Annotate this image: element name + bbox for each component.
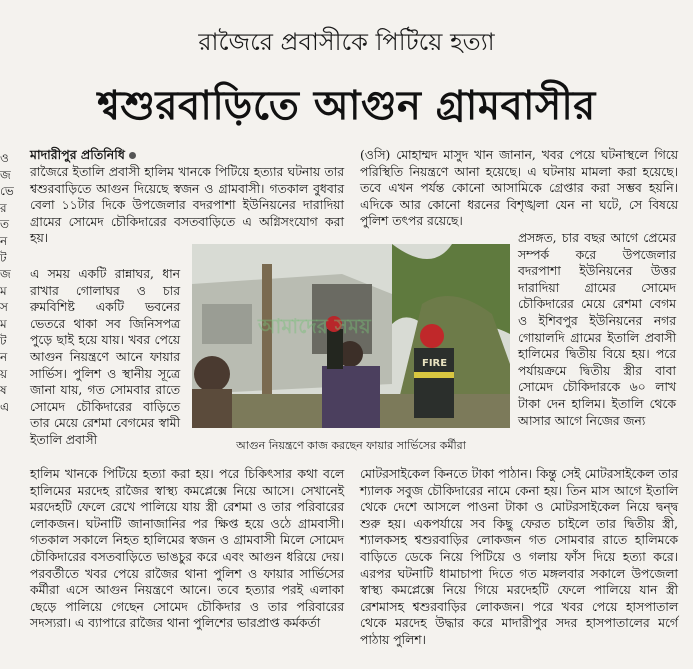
headline: শ্বশুরবাড়িতে আগুন গ্রামবাসীর bbox=[97, 83, 596, 129]
edge-fragment: য় bbox=[0, 366, 8, 381]
edge-fragment: ন bbox=[0, 350, 8, 365]
edge-fragment: জ bbox=[0, 167, 11, 182]
article-column-1-bottom: হালিম খানকে পিটিয়ে হত্যা করা হয়। পরে চিকিৎসার কথা বলে হালিমের মরদেহ রাজৈর স্বাস্থ্য কমপ্লেক্সে নিয়ে আসে। সেখানেই মরদেহটি ফেলে রেখে পালিয়ে যায় স্ত্রী রেশমা ও তার পরিবারের লোকজন। ঘটনাটি জানাজানির পর ক্ষিপ্ত হয়ে ওঠে গ্রামবাসী। গতকাল সকালে নিহত হালিমের স্বজন ও গ্রামবাসী মিলে সোমেদ চৌকিদারের বসতবাড়িতে ভাঙচুর করে এবং আগুন ধরিয়ে দেয়। পরবর্তীতে খবর পেয়ে রাজৈর থানা পুলিশ ও ফায়ার সার্ভিসের কর্মীরা এসে আগুন নিয়ন্ত্রণে আনে। তবে হত্যার পরই এলাকা ছেড়ে পালিয়ে গেছেন সোমেদ চৌকিদার ও তার পরিবারের সদস্যরা। এ ব্যাপারে রাজৈর থানা পুলিশের ভারপ্রাপ্ত কর্মকর্তা bbox=[30, 467, 344, 631]
edge-fragment: ত bbox=[0, 217, 10, 232]
edge-fragment: ষ bbox=[0, 383, 7, 398]
photo-caption: আগুন নিয়ন্ত্রণে কাজ করছেন ফায়ার সার্ভিসের কর্মীরা bbox=[236, 439, 466, 452]
edge-fragment: ভে bbox=[0, 184, 14, 199]
watermark: আমাদের সময় bbox=[258, 314, 371, 338]
article-column-2-top: (ওসি) মোহাম্মদ মাসুদ খান জানান, খবর পেয়ে ঘটনাস্থলে গিয়ে পরিস্থিতি নিয়ন্ত্রণে আনা হয়েছে। এ ঘটনায় মামলা করা হয়েছে। তবে এখন পর্যন্ত কোনো আসামিকে গ্রেপ্তার করা সম্ভব হয়নি। এদিকে আর কোনো ধরনের বিশৃঙ্খলা যেন না ঘটে, সে বিষয়ে পুলিশ তৎপর রয়েছে। bbox=[360, 148, 678, 229]
edge-fragment: এ bbox=[0, 399, 10, 414]
edge-fragment: ম bbox=[0, 316, 7, 331]
article-column-1-top: রাজৈরে ইতালি প্রবাসী হালিম খানকে পিটিয়ে হত্যার ঘটনায় তার শ্বশুরবাড়িতে আগুন দিয়েছে স্বজন ও গ্রামবাসী। গতকাল বুধবার বেলা ১১টার দিকে উপজেলার বদরপাশা ইউনিয়নের দারাদিয়া গ্রামের সোমেদ চৌকিদারের বসতবাড়িতে এ অগ্নিসংযোগ করা হয়। bbox=[30, 165, 344, 246]
subheadline: রাজৈরে প্রবাসীকে পিটিয়ে হত্যা bbox=[198, 28, 495, 56]
byline-text: মাদারীপুর প্রতিনিধি bbox=[30, 147, 125, 162]
fire-jacket-label: FIRE bbox=[422, 358, 448, 369]
adjacent-article-edge bbox=[0, 150, 14, 416]
edge-fragment: র bbox=[0, 200, 7, 215]
edge-fragment: জ bbox=[0, 267, 11, 282]
edge-fragment: ন bbox=[0, 233, 8, 248]
article-column-2-mid: প্রসঙ্গত, চার বছর আগে প্রেমের সম্পর্ক করে উপজেলার বদরপাশা ইউনিয়নের উত্তর দারাদিয়া গ্রামের সোমেদ চৌকিদারের মেয়ে রেশমা বেগম ও ইশিবপুর ইউনিয়নের নগর গোয়ালদি গ্রামের ইতালি প্রবাসী হালিমের দ্বিতীয় বিয়ে হয়। পরে পর্যায়ক্রমে দ্বিতীয় স্ত্রীর বাবা সোমেদ চৌকিদারকে ৬০ লাখ টাকা দেন হালিম। ইতালি থেকে আসার আগে নিজের জন্য bbox=[518, 231, 676, 428]
edge-fragment: ট bbox=[0, 250, 7, 265]
article-column-1-mid: এ সময় একটি রান্নাঘর, ধান রাখার গোলাঘর ও চার রুমবিশিষ্ট একটি ভবনের ভেতরে থাকা সব জিনিসপত্র পুড়ে ছাই হয়ে যায়। খবর পেয়ে আগুন নিয়ন্ত্রণে আনে ফায়ার সার্ভিস। পুলিশ ও স্থানীয় সূত্রে জানা যায়, গত সোমবার রাতে সোমেদ চৌকিদারের বাড়িতে তার মেয়ে রেশমা বেগমের স্বামী ইতালি প্রবাসী bbox=[30, 267, 180, 447]
edge-fragment: ও bbox=[0, 151, 9, 165]
edge-fragment: ম bbox=[0, 283, 7, 298]
article-column-2-bottom: মোটরসাইকেল কিনতে টাকা পাঠান। কিন্তু সেই মোটরসাইকেল তার শ্যালক সবুজ চৌকিদারের নামে কেনা হয়। তিন মাস আগে ইতালি থেকে দেশে আসলে পাওনা টাকা ও মোটরসাইকেল নিয়ে দ্বন্দ্ব শুরু হয়। একপর্যায়ে সব কিছু ফেরত চাইলে তার দ্বিতীয় স্ত্রী, শ্যালকসহ শ্বশুরবাড়ির লোকজন গত সোমবার রাতে হালিমকে বাড়িতে ডেকে নিয়ে পিটিয়ে ও গলায় ফাঁস দিয়ে হত্যা করে। এরপর ঘটনাটি ধামাচাপা দিতে গত মঙ্গলবার সকালে উপজেলা স্বাস্থ্য কমপ্লেক্সে নিয়ে গিয়ে মরদেহটি ফেলে পালিয়ে যান স্ত্রী রেশমাসহ শ্বশুরবাড়ির লোকজন। পরে খবর পেয়ে হাসপাতাল থেকে মরদেহ উদ্ধার করে মাদারীপুর সদর হাসপাতালের মর্গে পাঠায় পুলিশ। bbox=[360, 467, 678, 647]
bullet-icon bbox=[129, 152, 136, 159]
edge-fragment: স bbox=[0, 300, 8, 315]
edge-fragment: ট bbox=[0, 333, 7, 348]
